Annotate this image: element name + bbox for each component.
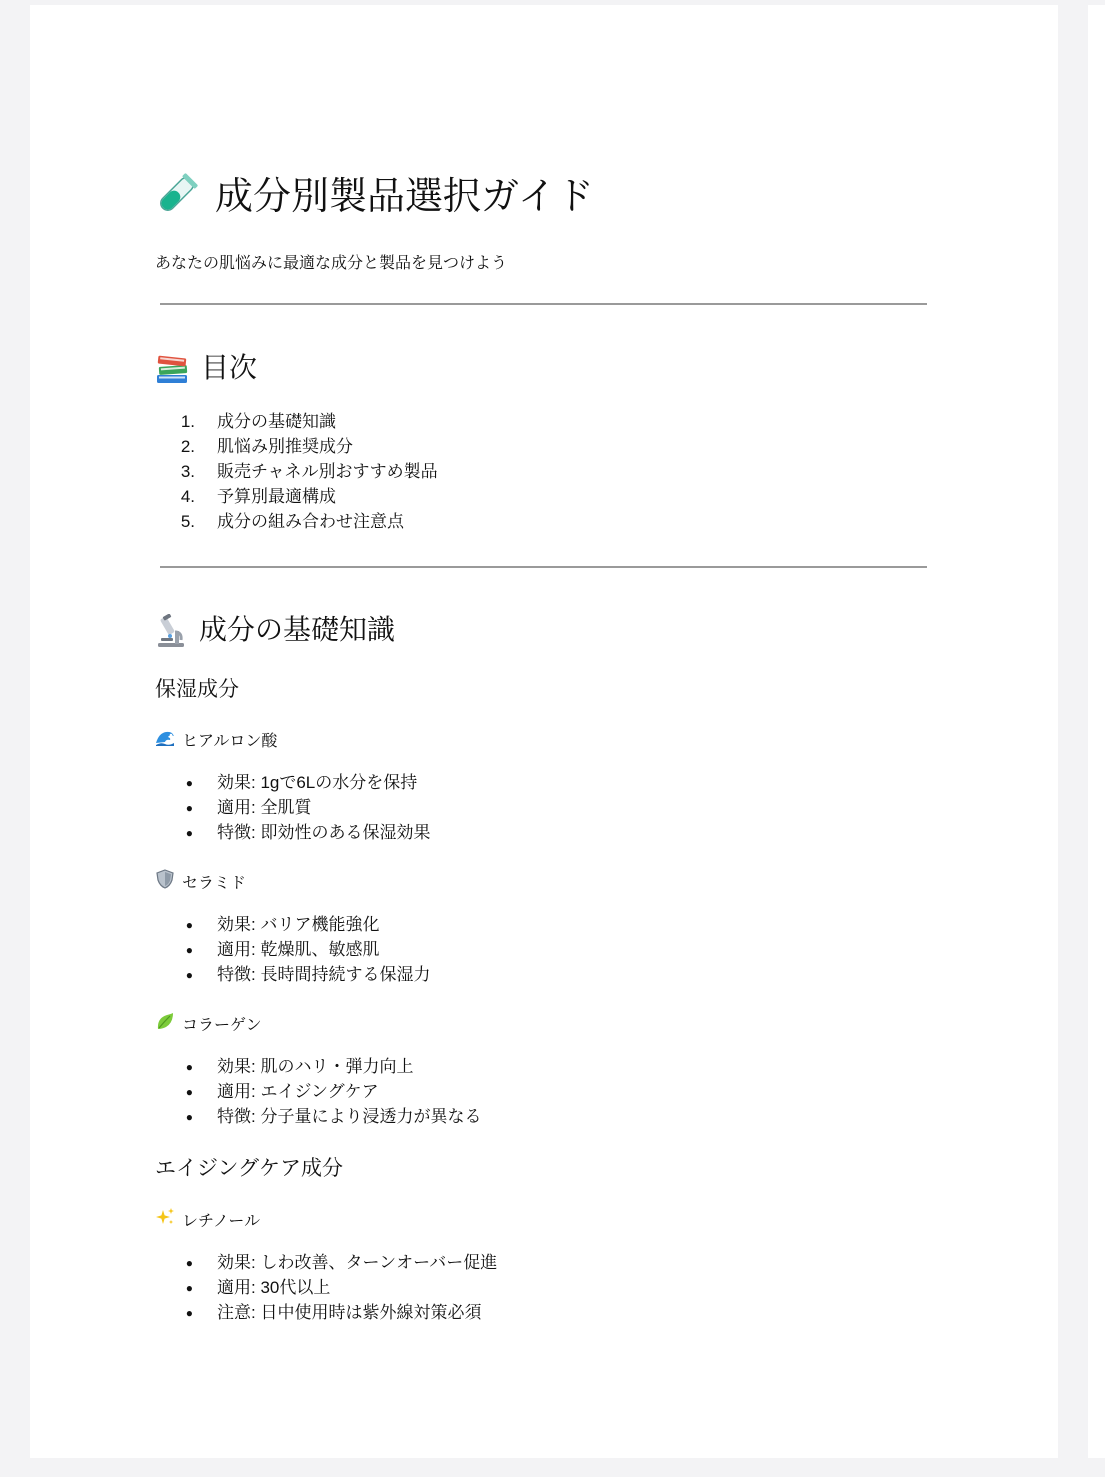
bullet-marker: ● — [185, 1085, 193, 1099]
toc-item-number: 2. — [180, 437, 195, 456]
ingredient-name: コラーゲン — [182, 1017, 262, 1034]
bullet-marker: ● — [185, 918, 193, 932]
microscope-icon — [155, 614, 187, 648]
toc-heading: 目次 — [201, 352, 258, 383]
toc-item-number: 5. — [180, 512, 195, 531]
list-item-text: 特徴: 即効性のある保湿効果 — [217, 823, 431, 842]
list-item-text: 特徴: 分子量により浸透力が異なる — [217, 1107, 482, 1126]
bullet-marker: ● — [185, 826, 193, 840]
toc-item-number: 4. — [180, 487, 195, 506]
bullet-marker: ● — [185, 1281, 193, 1295]
ingredient-name: ヒアルロン酸 — [182, 733, 278, 750]
books-icon — [155, 353, 189, 385]
list-item-text: 適用: エイジングケア — [217, 1082, 379, 1101]
list-item-text: 効果: バリア機能強化 — [217, 915, 380, 934]
bullet-marker: ● — [185, 776, 193, 790]
document-title: 成分別製品選択ガイド — [215, 176, 594, 218]
divider — [160, 566, 927, 568]
toc-item-number: 1. — [180, 412, 195, 431]
document-page — [30, 5, 1058, 1458]
bullet-marker: ● — [185, 1110, 193, 1124]
list-item-text: 注意: 日中使用時は紫外線対策必須 — [217, 1303, 482, 1322]
bullet-marker: ● — [185, 1306, 193, 1320]
leaf-icon — [155, 1011, 175, 1031]
document-subtitle: あなたの肌悩みに最適な成分と製品を見つけよう — [155, 255, 508, 272]
basics-heading: 成分の基礎知識 — [199, 614, 396, 645]
ingredient-name: レチノール — [182, 1213, 261, 1230]
bullet-marker: ● — [185, 1060, 193, 1074]
bullet-marker: ● — [185, 1256, 193, 1270]
test-tube-icon — [155, 172, 199, 216]
toc-item-label[interactable]: 販売チャネル別おすすめ製品 — [217, 462, 438, 481]
toc-item-number: 3. — [180, 462, 195, 481]
list-item-text: 適用: 30代以上 — [217, 1278, 331, 1297]
bullet-marker: ● — [185, 943, 193, 957]
toc-item-label[interactable]: 成分の組み合わせ注意点 — [217, 512, 404, 531]
moisture-heading: 保湿成分 — [155, 678, 239, 701]
next-page-edge — [1088, 5, 1105, 1458]
list-item-text: 効果: 肌のハリ・弾力向上 — [217, 1057, 414, 1076]
wave-icon — [155, 727, 175, 747]
list-item-text: 効果: しわ改善、ターンオーバー促進 — [217, 1253, 498, 1272]
toc-item-label[interactable]: 肌悩み別推奨成分 — [217, 437, 353, 456]
toc-item-label[interactable]: 成分の基礎知識 — [217, 412, 336, 431]
bullet-marker: ● — [185, 968, 193, 982]
list-item-text: 適用: 乾燥肌、敏感肌 — [217, 940, 380, 959]
aging-heading: エイジングケア成分 — [155, 1157, 344, 1180]
shield-icon — [155, 869, 175, 889]
toc-item-label[interactable]: 予算別最適構成 — [217, 487, 336, 506]
list-item-text: 効果: 1gで6Lの水分を保持 — [217, 773, 418, 792]
bullet-marker: ● — [185, 801, 193, 815]
list-item-text: 適用: 全肌質 — [217, 798, 312, 817]
divider — [160, 303, 927, 305]
ingredient-name: セラミド — [182, 875, 247, 892]
list-item-text: 特徴: 長時間持続する保湿力 — [217, 965, 431, 984]
sparkles-icon — [155, 1207, 175, 1227]
